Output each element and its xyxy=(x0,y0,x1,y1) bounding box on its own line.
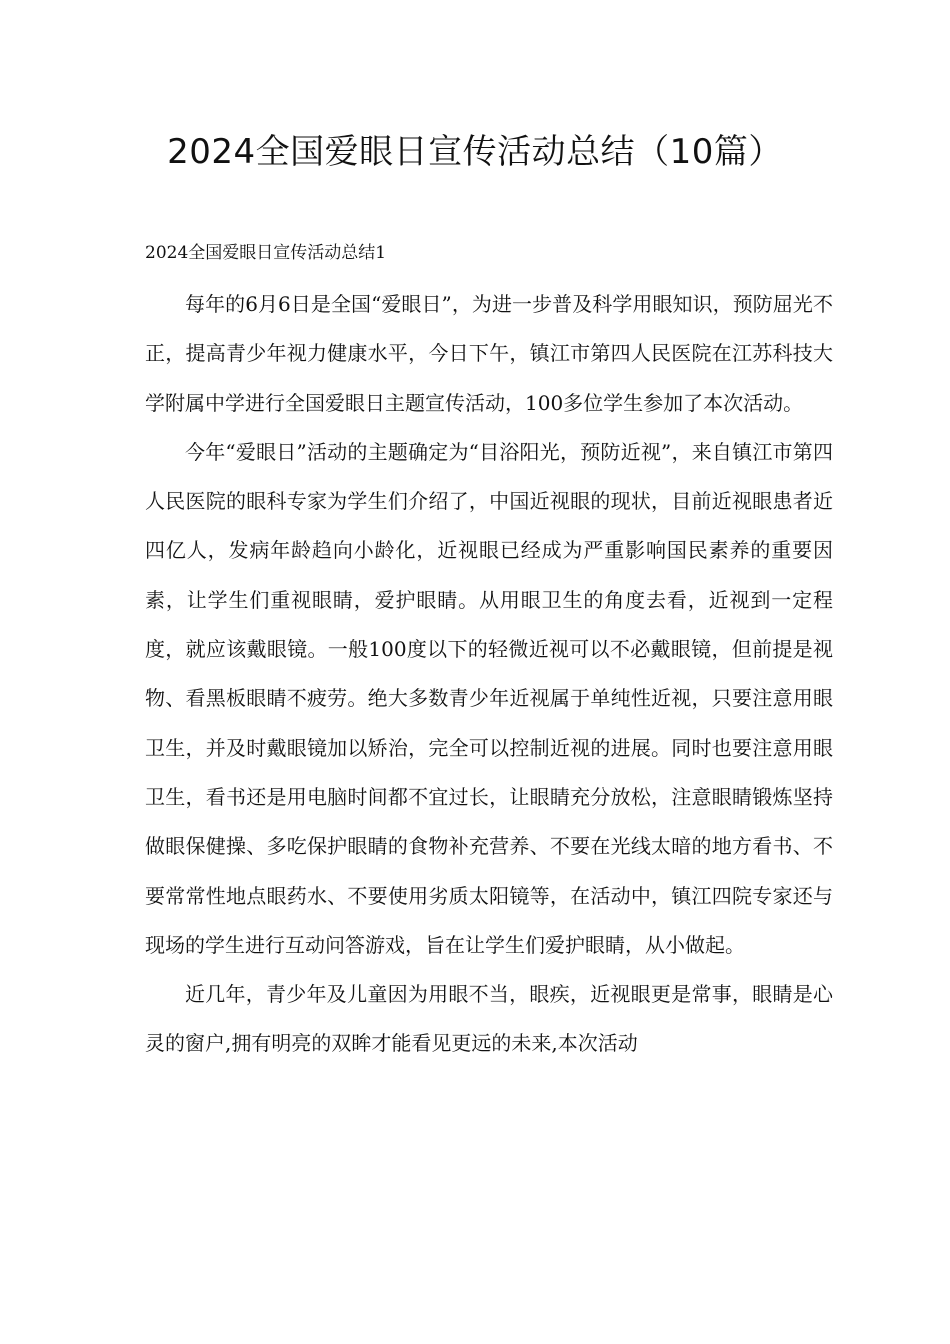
paragraph-1: 每年的6月6日是全国“爱眼日”，为进一步普及科学用眼知识，预防屈光不正，提高青少年视力健康水平，今日下午，镇江市第四人民医院在江苏科技大学附属中学进行全国爱眼日主题宣传活动，100多位学生参加了本次活动。 xyxy=(145,292,833,415)
paragraph-3: 近几年，青少年及儿童因为用眼不当，眼疾，近视眼更是常事，眼睛是心灵的窗户,拥有明亮的双眸才能看见更远的未来,本次活动 xyxy=(145,982,833,1056)
document-title: 2024全国爱眼日宣传活动总结（10篇） xyxy=(167,132,783,172)
section-heading: 2024全国爱眼日宣传活动总结1 xyxy=(145,243,387,263)
paragraph-2: 今年“爱眼日”活动的主题确定为“目浴阳光，预防近视”，来自镇江市第四人民医院的眼科专家为学生们介绍了，中国近视眼的现状，目前近视眼患者近四亿人，发病年龄趋向小龄化，近视眼已经成为严重影响国民素养的重要因素，让学生们重视眼睛，爱护眼睛。从用眼卫生的角度去看，近视到一定程度，就应该戴眼镜。一般100度以下的轻微近视可以不必戴眼镜，但前提是视物、看黑板眼睛不疲劳。绝大多数青少年近视属于单纯性近视，只要注意用眼卫生，并及时戴眼镜加以矫治，完全可以控制近视的进展。同时也要注意用眼卫生，看书还是用电脑时间都不宜过长，让眼睛充分放松，注意眼睛锻炼坚持做眼保健操、多吃保护眼睛的食物补充营养、不要在光线太暗的地方看书、不要常常性地点眼药水、不要使用劣质太阳镜等，在活动中，镇江四院专家还与现场的学生进行互动问答游戏，旨在让学生们爱护眼睛，从小做起。 xyxy=(145,439,833,957)
document-body xyxy=(145,280,833,1069)
